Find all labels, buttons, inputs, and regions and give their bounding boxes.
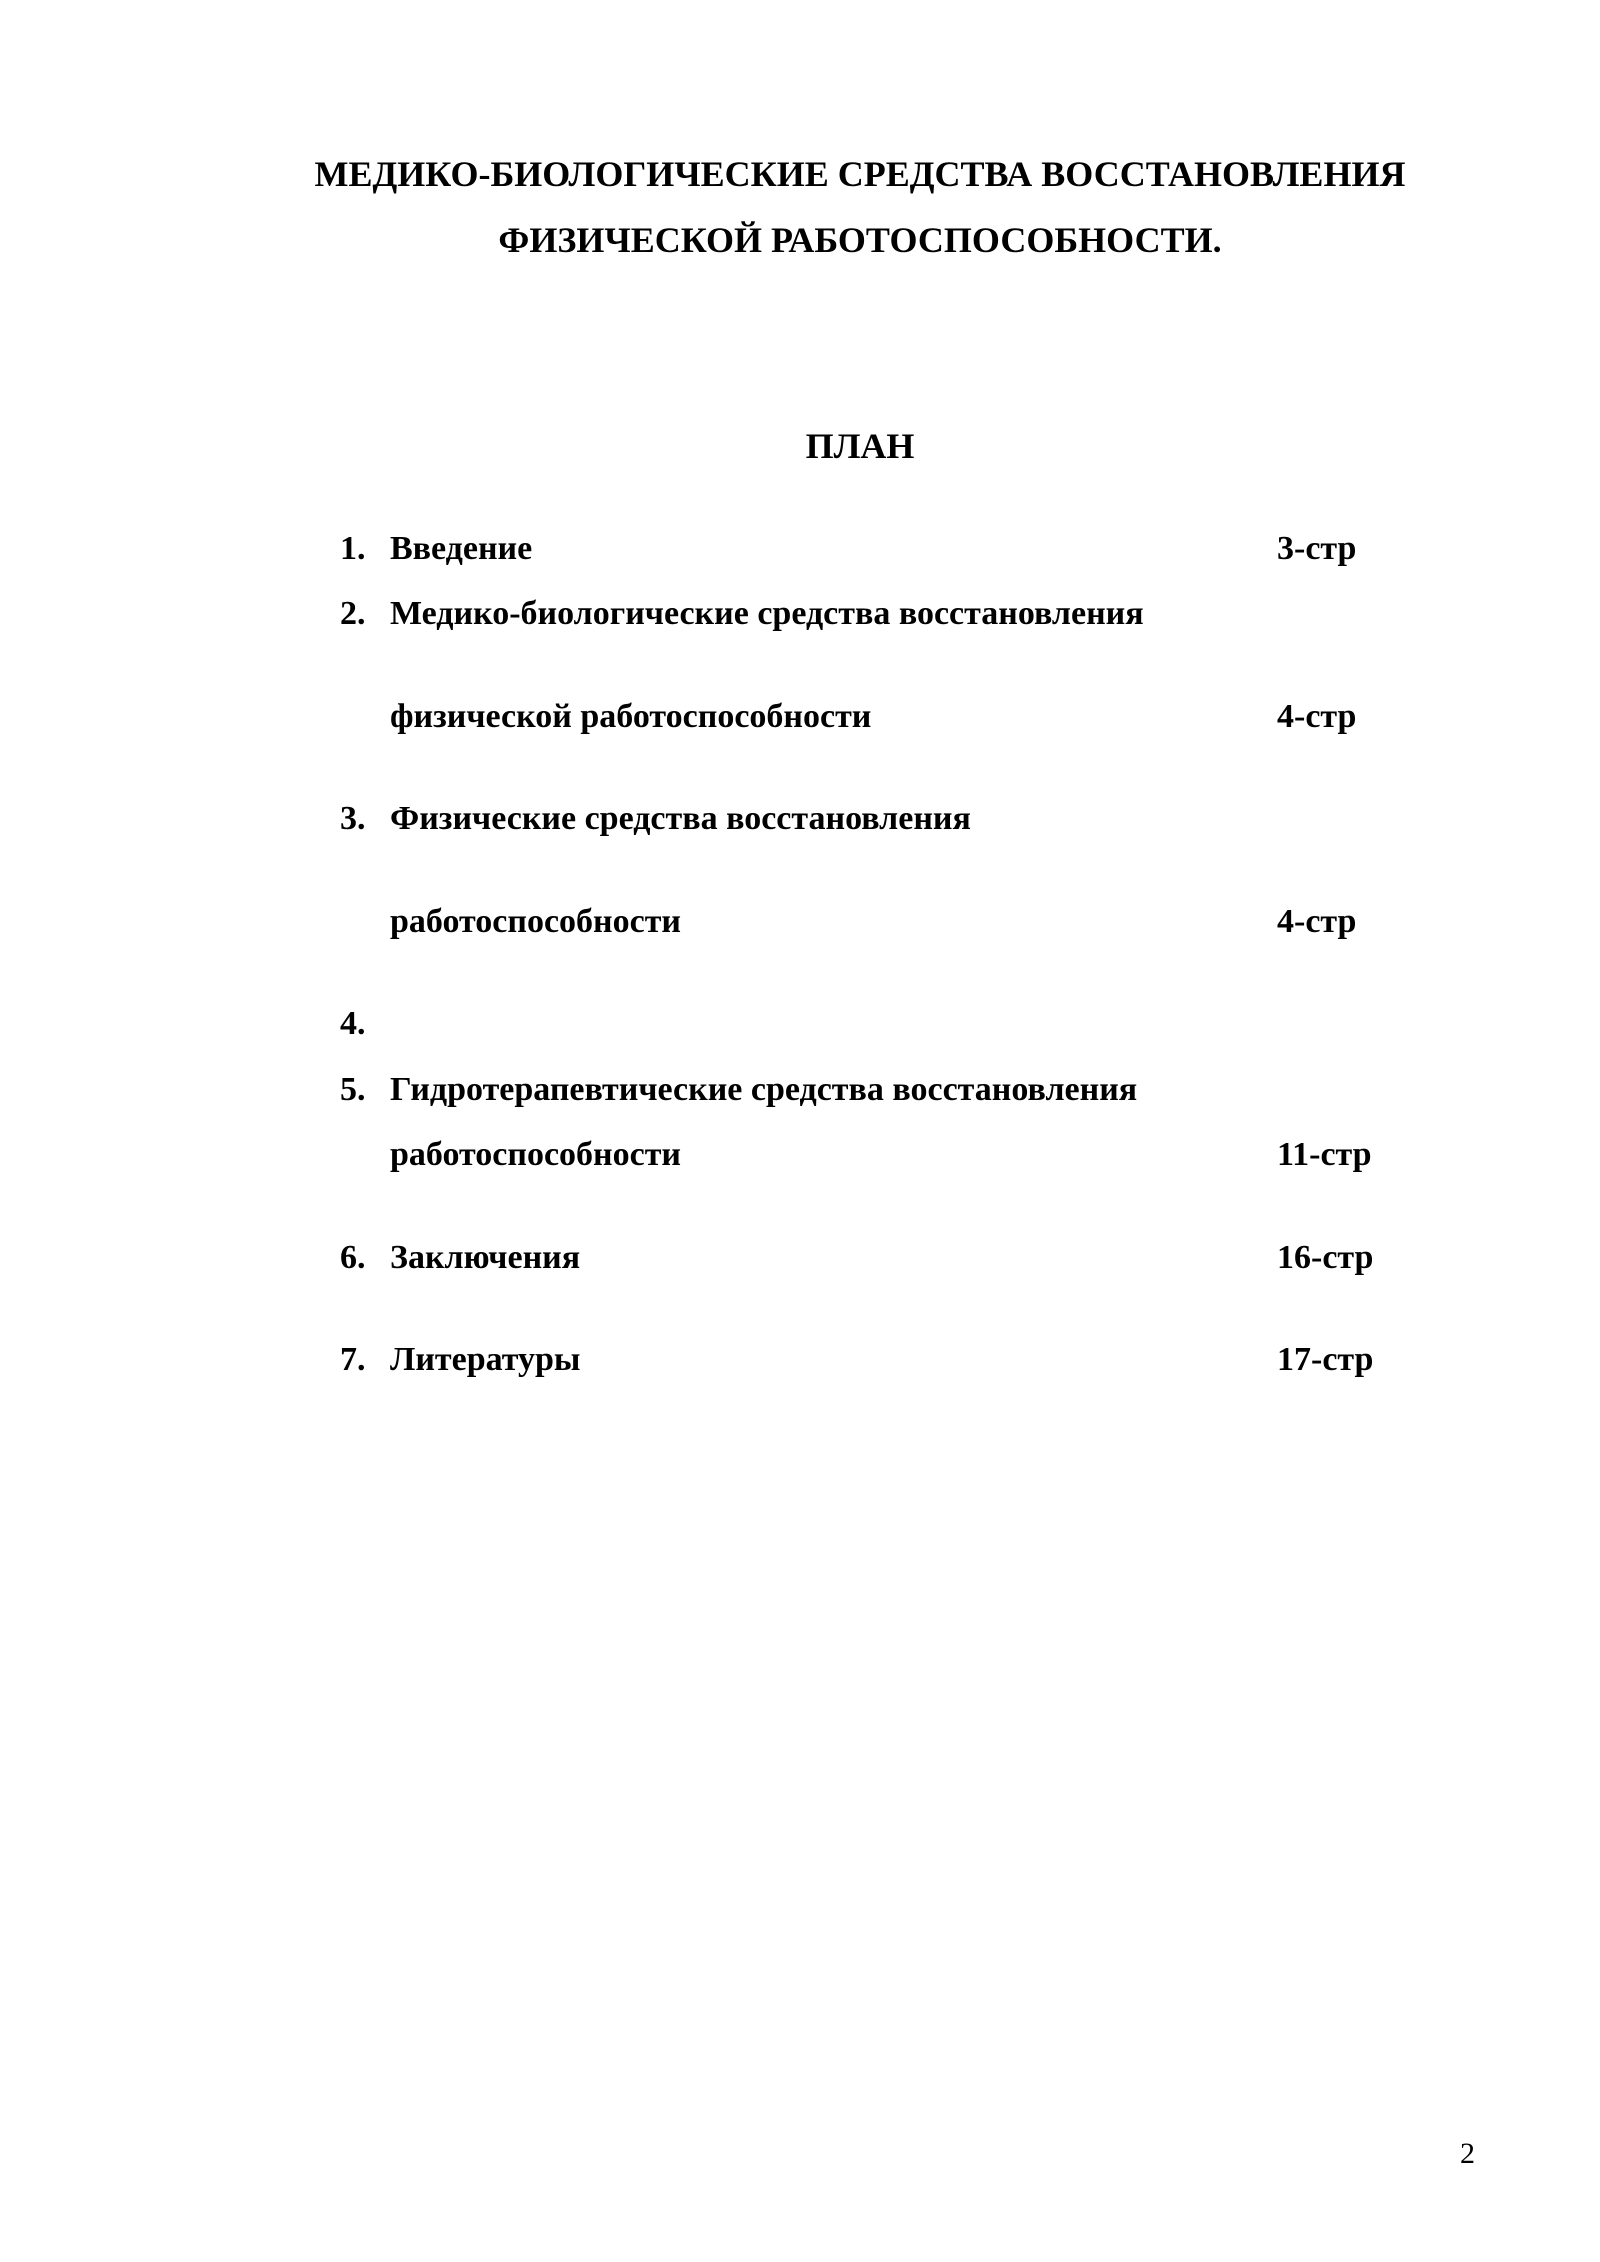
toc-item-page: 17-стр [1277,1341,1374,1378]
toc-item-number: 2. [340,595,366,632]
toc-item-page: 3-стр [1277,530,1357,567]
toc-item-page: 4-стр [1277,903,1357,940]
document-title-line-1: МЕДИКО-БИОЛОГИЧЕСКИЕ СРЕДСТВА ВОССТАНОВЛЕНИЯ [314,154,1406,194]
toc-item-3 [0,797,1600,841]
toc-item-number: 3. [340,800,366,837]
toc-item-text: работоспособности [390,1136,682,1173]
toc-item-text: Гидротерапевтические средства восстановления [390,1071,1138,1108]
page-number: 2 [1460,2137,1475,2170]
toc-item-page: 16-стр [1277,1239,1374,1276]
toc-item-5 [0,1068,1600,1112]
toc-item-text: Литературы [390,1341,581,1378]
toc-item-4 [0,1002,1600,1046]
toc-item-5-continued [0,1133,1600,1177]
plan-heading: ПЛАН [805,426,915,466]
toc-item-number: 5. [340,1071,366,1108]
toc-item-text: Физические средства восстановления [390,800,971,837]
toc-item-2 [0,592,1600,636]
toc-item-number: 1. [340,530,366,567]
toc-item-page: 4-стр [1277,698,1357,735]
toc-item-text: Медико-биологические средства восстановления [390,595,1144,632]
toc-item-text: Заключения [390,1239,581,1276]
toc-item-number: 6. [340,1239,366,1276]
toc-item-text: работоспособности [390,903,682,940]
toc-item-number: 7. [340,1341,366,1378]
document-title-line-2: ФИЗИЧЕСКОЙ РАБОТОСПОСОБНОСТИ. [498,220,1222,260]
toc-item-1 [0,527,1600,571]
toc-item-3-continued [0,900,1600,944]
toc-item-7 [0,1338,1600,1382]
toc-item-2-continued [0,695,1600,739]
toc-item-number: 4. [340,1005,366,1042]
toc-item-text: физической работоспособности [390,698,872,735]
toc-item-page: 11-стр [1277,1136,1372,1173]
toc-item-text: Введение [390,530,533,567]
toc-item-6 [0,1236,1600,1280]
